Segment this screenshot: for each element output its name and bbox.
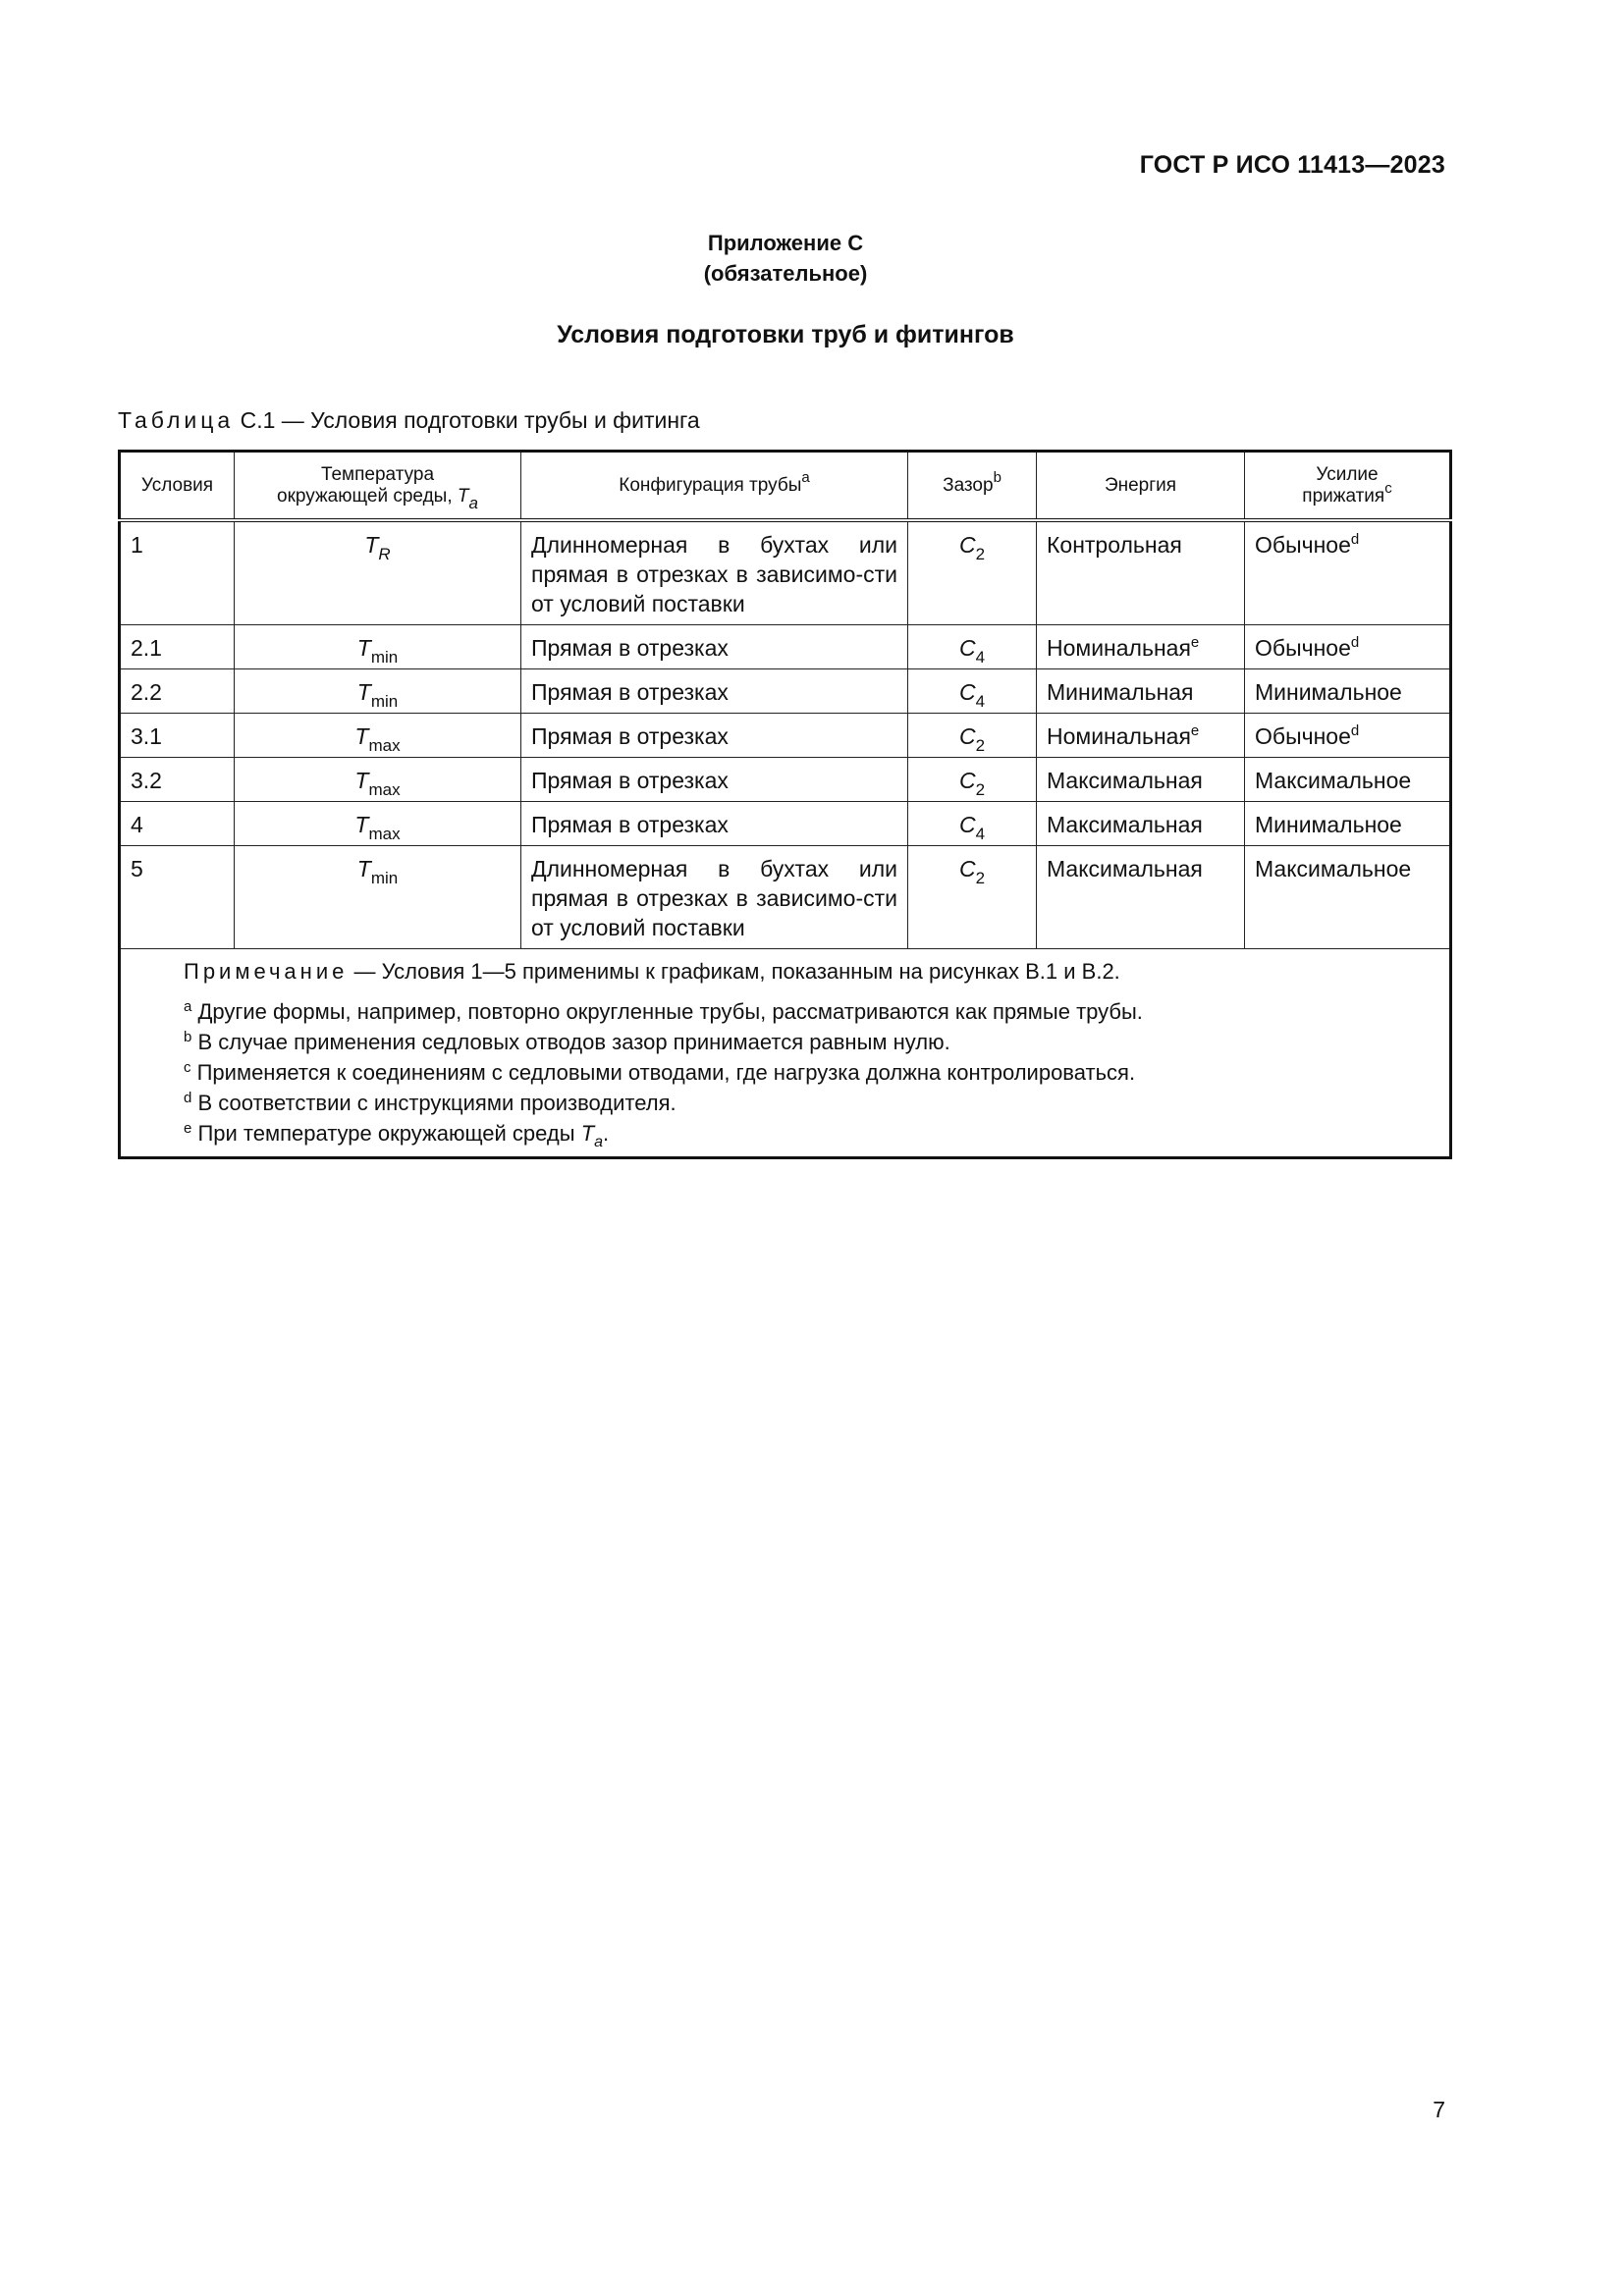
temperature-subscript: max [368,736,401,755]
temperature-symbol: T [354,768,369,793]
condition-number: 1 [131,532,143,558]
conditions-table [118,450,1452,1159]
header-conditions [120,452,235,521]
force-text: Обычное [1255,723,1351,749]
energy-text: Максимальная [1047,768,1203,793]
footnote [184,1088,1435,1118]
footnote-symbol: T [580,1121,595,1146]
annex-label: Приложение С [707,231,864,255]
table-row [120,669,1451,714]
force-text: Минимальное [1255,812,1402,837]
header-config [521,452,908,521]
gap-subscript: 2 [975,736,986,755]
energy-text: Максимальная [1047,812,1203,837]
footnote-text: В случае применения седловых отводов зазор принимается равным нулю. [191,1030,950,1054]
energy-text: Номинальная [1047,723,1191,749]
energy-text: Минимальная [1047,679,1194,705]
cell-condition [120,714,235,758]
cell-config [521,714,908,758]
footnote-mark: c [184,1059,191,1076]
annex-title: Условия подготовки труб и фитингов [557,321,1014,348]
cell-config [521,758,908,802]
gap-symbol: C [958,768,976,793]
cell-force [1245,758,1451,802]
gap-subscript: 4 [975,692,986,711]
table-caption [118,407,700,434]
cell-energy [1037,520,1245,625]
cell-force [1245,520,1451,625]
cell-force [1245,669,1451,714]
gap-symbol: C [958,856,976,881]
temperature-subscript: R [378,545,391,563]
gap-subscript: 2 [975,780,986,799]
table-notes [120,949,1451,1158]
cell-temperature [235,846,521,949]
config-text: Прямая в отрезках [531,723,729,749]
cell-force [1245,802,1451,846]
table-row [120,714,1451,758]
condition-number: 2.2 [131,679,162,705]
footnote-text: При температуре окружающей среды [191,1121,581,1146]
footnote [184,1057,1435,1088]
header-force-line2: прижатия [1302,485,1385,507]
gap-symbol: C [958,532,976,558]
header-config-footnote-ref: a [801,468,810,486]
temperature-symbol: T [356,635,371,661]
cell-gap [908,669,1037,714]
table-header-row [120,452,1451,521]
gap-subscript: 4 [975,648,986,667]
footnote [184,1027,1435,1057]
table-row [120,625,1451,669]
footnote [184,1118,1435,1148]
gap-symbol: C [958,679,976,705]
footnote-mark: d [184,1090,192,1106]
config-text: Прямая в отрезках [531,812,729,837]
gap-subscript: 2 [975,545,986,563]
cell-config [521,669,908,714]
footnote-text: Применяется к соединениям с седловыми отводами, где нагрузка должна контролироваться. [190,1060,1136,1085]
footnote [184,996,1435,1027]
force-footnote-ref: d [1350,634,1360,651]
header-temperature-subscript: a [468,493,478,512]
footnote-mark: b [184,1029,192,1045]
gap-symbol: C [958,723,976,749]
cell-config [521,625,908,669]
footnote-mark: a [184,998,192,1015]
header-gap [908,452,1037,521]
config-text: Прямая в отрезках [531,635,729,661]
header-temperature-line2: окружающей среды, [277,485,453,507]
force-text: Обычное [1255,532,1351,558]
gap-subscript: 4 [975,825,986,843]
condition-number: 2.1 [131,635,162,661]
cell-gap [908,846,1037,949]
table-notes-row [120,949,1451,1158]
temperature-symbol: T [364,532,379,558]
force-footnote-ref: d [1350,531,1360,548]
header-force-footnote-ref: c [1384,479,1392,497]
note-text: — Условия 1—5 применимы к графикам, показанным на рисунках В.1 и В.2. [348,959,1120,984]
cell-energy [1037,802,1245,846]
annex-heading [0,228,1571,289]
gap-symbol: C [958,635,976,661]
temperature-subscript: min [370,648,399,667]
cell-temperature [235,714,521,758]
table-row [120,758,1451,802]
temperature-subscript: min [370,869,399,887]
cell-gap [908,625,1037,669]
cell-temperature [235,625,521,669]
energy-text: Максимальная [1047,856,1203,881]
header-conditions-label: Условия [140,474,214,496]
cell-config [521,846,908,949]
condition-number: 3.2 [131,768,162,793]
cell-energy [1037,758,1245,802]
header-gap-footnote-ref: b [993,468,1001,486]
header-force-line1: Усилие [1316,463,1379,485]
force-text: Максимальное [1255,768,1412,793]
temperature-subscript: min [370,692,399,711]
footnote-end: . [603,1121,610,1146]
cell-condition [120,846,235,949]
force-footnote-ref: d [1350,722,1360,739]
table-row [120,846,1451,949]
cell-gap [908,802,1037,846]
cell-condition [120,625,235,669]
temperature-subscript: max [368,780,401,799]
header-temperature-symbol: T [457,485,469,507]
temperature-symbol: T [356,679,371,705]
header-energy-label: Энергия [1104,474,1177,496]
config-text: Длинномерная в бухтах или прямая в отрезках в зависимо-сти от условий поставки [531,532,897,616]
page-number: 7 [1433,2097,1445,2122]
condition-number: 3.1 [131,723,162,749]
energy-text: Номинальная [1047,635,1191,661]
force-text: Обычное [1255,635,1351,661]
header-temperature [235,452,521,521]
cell-force [1245,714,1451,758]
condition-number: 4 [131,812,143,837]
header-energy [1037,452,1245,521]
footnote-mark: e [184,1120,192,1137]
energy-text: Контрольная [1047,532,1182,558]
cell-temperature [235,520,521,625]
cell-condition [120,802,235,846]
temperature-subscript: max [368,825,401,843]
footnote-subscript: a [594,1134,604,1150]
table-row [120,802,1451,846]
condition-number: 5 [131,856,143,881]
header-config-label: Конфигурация трубы [619,474,802,496]
force-text: Минимальное [1255,679,1402,705]
config-text: Длинномерная в бухтах или прямая в отрезках в зависимо-сти от условий поставки [531,856,897,940]
cell-force [1245,625,1451,669]
temperature-symbol: T [356,856,371,881]
cell-temperature [235,802,521,846]
table-caption-prefix: Таблица [118,407,235,433]
footnote-text: Другие формы, например, повторно округленные трубы, рассматриваются как прямые трубы. [191,999,1143,1024]
cell-condition [120,669,235,714]
gap-subscript: 2 [975,869,986,887]
cell-energy [1037,846,1245,949]
cell-config [521,520,908,625]
cell-energy [1037,625,1245,669]
cell-energy [1037,669,1245,714]
cell-config [521,802,908,846]
cell-energy [1037,714,1245,758]
table-note [184,957,1435,987]
cell-force [1245,846,1451,949]
cell-temperature [235,758,521,802]
cell-gap [908,758,1037,802]
header-gap-label: Зазор [943,474,994,496]
note-label: Примечание [184,959,349,984]
gap-symbol: C [958,812,976,837]
annex-status: (обязательное) [703,261,868,286]
cell-gap [908,520,1037,625]
temperature-symbol: T [354,723,369,749]
temperature-symbol: T [354,812,369,837]
cell-gap [908,714,1037,758]
config-text: Прямая в отрезках [531,679,729,705]
energy-footnote-ref: e [1190,634,1200,651]
table-row [120,520,1451,625]
table-caption-text: С.1 — Условия подготовки трубы и фитинга [234,407,700,433]
force-text: Максимальное [1255,856,1412,881]
footnote-text: В соответствии с инструкциями производителя. [191,1091,677,1115]
header-temperature-line1: Температура [320,463,435,485]
document-code: ГОСТ Р ИСО 11413—2023 [1139,151,1445,179]
header-force [1245,452,1451,521]
cell-condition [120,758,235,802]
cell-temperature [235,669,521,714]
config-text: Прямая в отрезках [531,768,729,793]
energy-footnote-ref: e [1190,722,1200,739]
cell-condition [120,520,235,625]
